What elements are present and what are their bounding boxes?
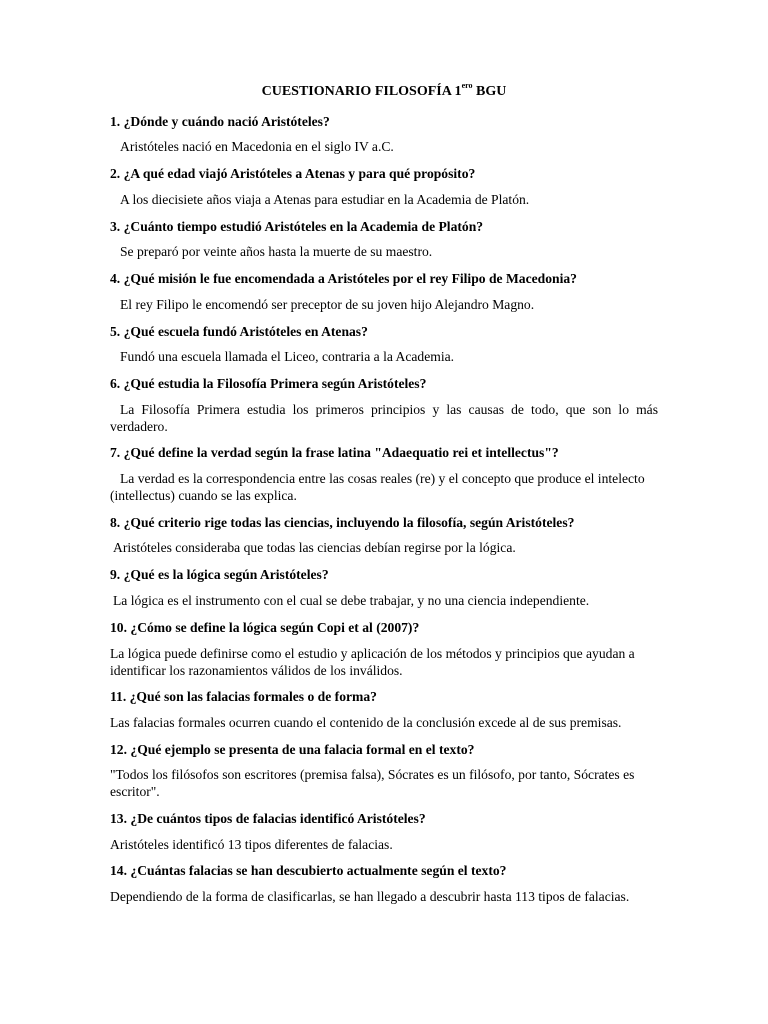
question-11: 11. ¿Qué son las falacias formales o de forma? bbox=[110, 689, 377, 704]
answer-2: A los diecisiete años viaja a Atenas para estudiar en la Academia de Platón. bbox=[120, 192, 530, 207]
question-2: 2. ¿A qué edad viajó Aristóteles a Atenas y para qué propósito? bbox=[110, 166, 476, 181]
question-13: 13. ¿De cuántos tipos de falacias identificó Aristóteles? bbox=[110, 811, 426, 826]
answer-9: La lógica es el instrumento con el cual se debe trabajar, y no una ciencia independiente. bbox=[113, 593, 590, 608]
question-1: 1. ¿Dónde y cuándo nació Aristóteles? bbox=[110, 114, 330, 129]
question-5: 5. ¿Qué escuela fundó Aristóteles en Atenas? bbox=[110, 324, 368, 339]
answer-7: La verdad es la correspondencia entre las cosas reales (re) y el concepto que produce el intelecto (intellectus) cuando se las explica. bbox=[110, 471, 645, 503]
answer-11: Las falacias formales ocurren cuando el contenido de la conclusión excede al de sus premisas. bbox=[110, 715, 622, 730]
question-6: 6. ¿Qué estudia la Filosofía Primera según Aristóteles? bbox=[110, 376, 427, 391]
answer-5: Fundó una escuela llamada el Liceo, contraria a la Academia. bbox=[120, 349, 455, 364]
title-tail: BGU bbox=[472, 84, 507, 99]
question-9: 9. ¿Qué es la lógica según Aristóteles? bbox=[110, 567, 329, 582]
answer-1: Aristóteles nació en Macedonia en el siglo IV a.C. bbox=[120, 139, 394, 154]
answer-12: "Todos los filósofos son escritores (premisa falsa), Sócrates es un filósofo, por tanto, Sócrates es escritor". bbox=[110, 767, 635, 799]
title-main: CUESTIONARIO FILOSOFÍA 1 bbox=[261, 84, 462, 99]
answer-4: El rey Filipo le encomendó ser preceptor de su joven hijo Alejandro Magno. bbox=[120, 297, 535, 312]
question-4: 4. ¿Qué misión le fue encomendada a Aristóteles por el rey Filipo de Macedonia? bbox=[110, 271, 577, 286]
question-10: 10. ¿Cómo se define la lógica según Copi et al (2007)? bbox=[110, 620, 420, 635]
title-superscript: ero bbox=[461, 81, 473, 91]
answer-14: Dependiendo de la forma de clasificarlas, se han llegado a descubrir hasta 113 tipos de falacias. bbox=[110, 889, 630, 904]
question-3: 3. ¿Cuánto tiempo estudió Aristóteles en la Academia de Platón? bbox=[110, 219, 484, 234]
question-7: 7. ¿Qué define la verdad según la frase latina "Adaequatio rei et intellectus"? bbox=[110, 445, 559, 460]
question-8: 8. ¿Qué criterio rige todas las ciencias, incluyendo la filosofía, según Aristóteles? bbox=[110, 515, 575, 530]
document-title bbox=[0, 83, 768, 101]
answer-3: Se preparó por veinte años hasta la muerte de su maestro. bbox=[120, 244, 433, 259]
answer-13: Aristóteles identificó 13 tipos diferentes de falacias. bbox=[110, 837, 393, 852]
question-12: 12. ¿Qué ejemplo se presenta de una falacia formal en el texto? bbox=[110, 742, 475, 757]
answer-6: La Filosofía Primera estudia los primeros principios y las causas de todo, que son lo más verdadero. bbox=[110, 402, 658, 434]
answer-8: Aristóteles consideraba que todas las ciencias debían regirse por la lógica. bbox=[113, 540, 516, 555]
question-14: 14. ¿Cuántas falacias se han descubierto actualmente según el texto? bbox=[110, 863, 507, 878]
answer-10: La lógica puede definirse como el estudio y aplicación de los métodos y principios que ayudan a identificar los razonamientos válidos de los inválidos. bbox=[110, 646, 635, 678]
